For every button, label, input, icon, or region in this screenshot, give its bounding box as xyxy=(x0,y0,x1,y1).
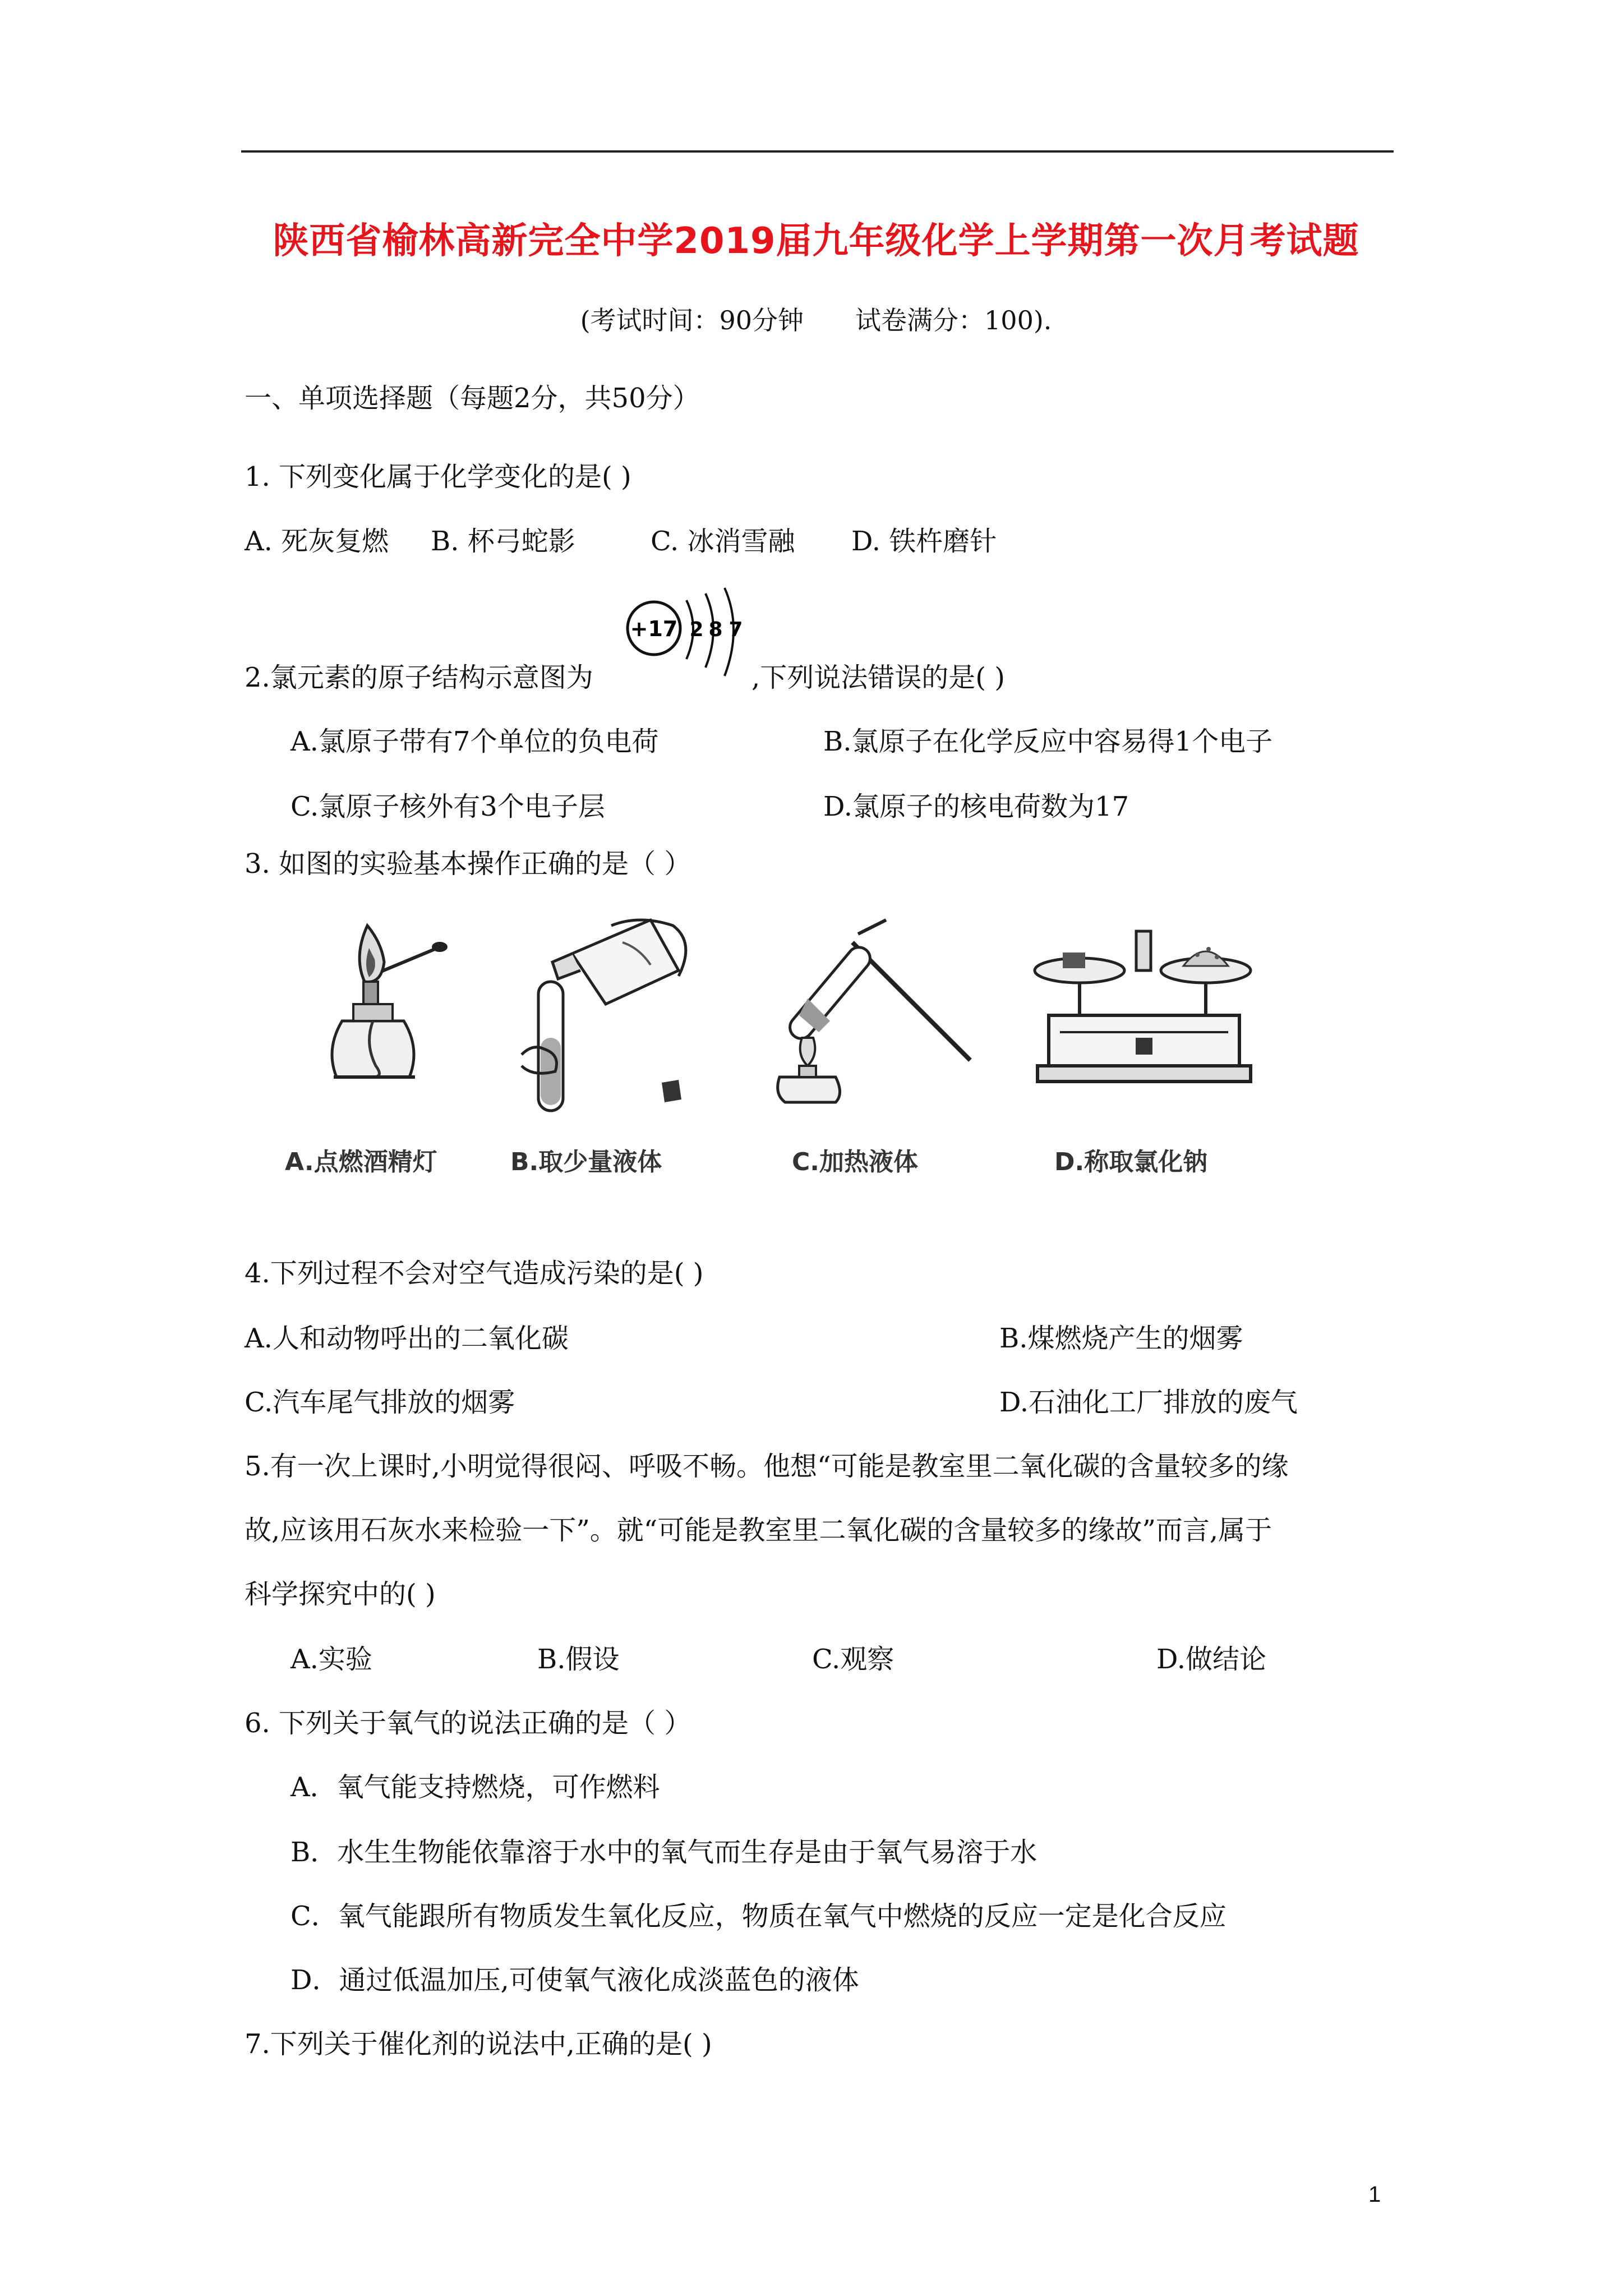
question-2-option-c: C.氯原子核外有3个电子层 xyxy=(291,791,605,822)
question-5-option-d: D.做结论 xyxy=(1156,1644,1267,1675)
question-6-option-a: A．氧气能支持燃烧，可作燃料 xyxy=(291,1772,660,1803)
question-6-option-c: C．氧气能跟所有物质发生氧化反应，物质在氧气中燃烧的反应一定是化合反应 xyxy=(291,1901,1227,1932)
header-rule xyxy=(241,150,1394,153)
question-2-option-a: A.氯原子带有7个单位的负电荷 xyxy=(291,726,659,757)
question-3-stem: 3. 如图的实验基本操作正确的是（ ） xyxy=(245,848,691,880)
lighting-alcohol-lamp-illustration xyxy=(303,909,471,1111)
question-4-option-b: B.煤燃烧产生的烟雾 xyxy=(999,1323,1243,1354)
exam-title: 陕西省榆林高新完全中学2019届九年级化学上学期第一次月考试题 xyxy=(273,220,1359,262)
question-1-option-a: A. 死灰复燃 xyxy=(245,526,389,557)
question-5-line-1: 5.有一次上课时,小明觉得很闷、呼吸不畅。他想“可能是教室里二氧化碳的含量较多的缘 xyxy=(245,1451,1289,1482)
question-7-stem: 7.下列关于催化剂的说法中,正确的是( ) xyxy=(245,2028,712,2060)
question-6-option-d: D．通过低温加压,可使氧气液化成淡蓝色的液体 xyxy=(291,1964,859,1996)
question-1-option-c: C. 冰消雪融 xyxy=(651,526,795,557)
question-2-option-b: B.氯原子在化学反应中容易得1个电子 xyxy=(823,726,1273,757)
question-5-line-3: 科学探究中的( ) xyxy=(245,1579,436,1610)
page-number: 1 xyxy=(1368,2182,1381,2207)
question-1-stem: 1. 下列变化属于化学变化的是( ) xyxy=(245,461,631,493)
question-2-option-d: D.氯原子的核电荷数为17 xyxy=(823,791,1129,822)
question-6-stem: 6. 下列关于氧气的说法正确的是（ ） xyxy=(245,1708,691,1739)
question-1-option-d: D. 铁杵磨针 xyxy=(851,526,997,557)
taking-liquid-illustration xyxy=(510,909,723,1122)
question-4-option-d: D.石油化工厂排放的废气 xyxy=(999,1387,1298,1418)
heating-liquid-illustration xyxy=(768,909,981,1111)
question-4-stem: 4.下列过程不会对空气造成污染的是( ) xyxy=(245,1258,704,1289)
shell-1-electron-count: 2 xyxy=(689,618,704,641)
question-4-option-a: A.人和动物呼出的二氧化碳 xyxy=(245,1323,569,1354)
figure-caption-c: C.加热液体 xyxy=(792,1148,919,1176)
question-2-stem-end: ,下列说法错误的是( ) xyxy=(751,662,1005,693)
shell-2-electron-count: 8 xyxy=(708,618,723,641)
figure-caption-d: D.称取氯化钠 xyxy=(1054,1148,1208,1176)
chlorine-atom-structure-diagram xyxy=(621,583,756,690)
question-5-line-2: 故,应该用石灰水来检验一下”。就“可能是教室里二氧化碳的含量较多的缘故”而言,属于 xyxy=(245,1515,1272,1546)
nucleus-charge-label: +17 xyxy=(630,616,678,641)
weighing-sodium-chloride-illustration xyxy=(1026,920,1262,1111)
question-5-option-b: B.假设 xyxy=(537,1644,620,1675)
exam-subtitle: (考试时间：90分钟 试卷满分：100). xyxy=(580,305,1052,335)
question-1-option-b: B. 杯弓蛇影 xyxy=(431,526,575,557)
section-heading: 一、单项选择题（每题2分，共50分） xyxy=(245,383,700,414)
shell-3-electron-count: 7 xyxy=(728,618,743,641)
question-4-option-c: C.汽车尾气排放的烟雾 xyxy=(245,1387,515,1418)
figure-caption-a: A.点燃酒精灯 xyxy=(285,1148,437,1176)
question-6-option-b: B．水生生物能依靠溶于水中的氧气而生存是由于氧气易溶于水 xyxy=(291,1837,1038,1868)
question-5-option-c: C.观察 xyxy=(812,1644,895,1675)
figure-caption-b: B.取少量液体 xyxy=(510,1148,662,1176)
question-5-option-a: A.实验 xyxy=(291,1644,372,1675)
question-2-stem-start: 2.氯元素的原子结构示意图为 xyxy=(245,662,593,693)
